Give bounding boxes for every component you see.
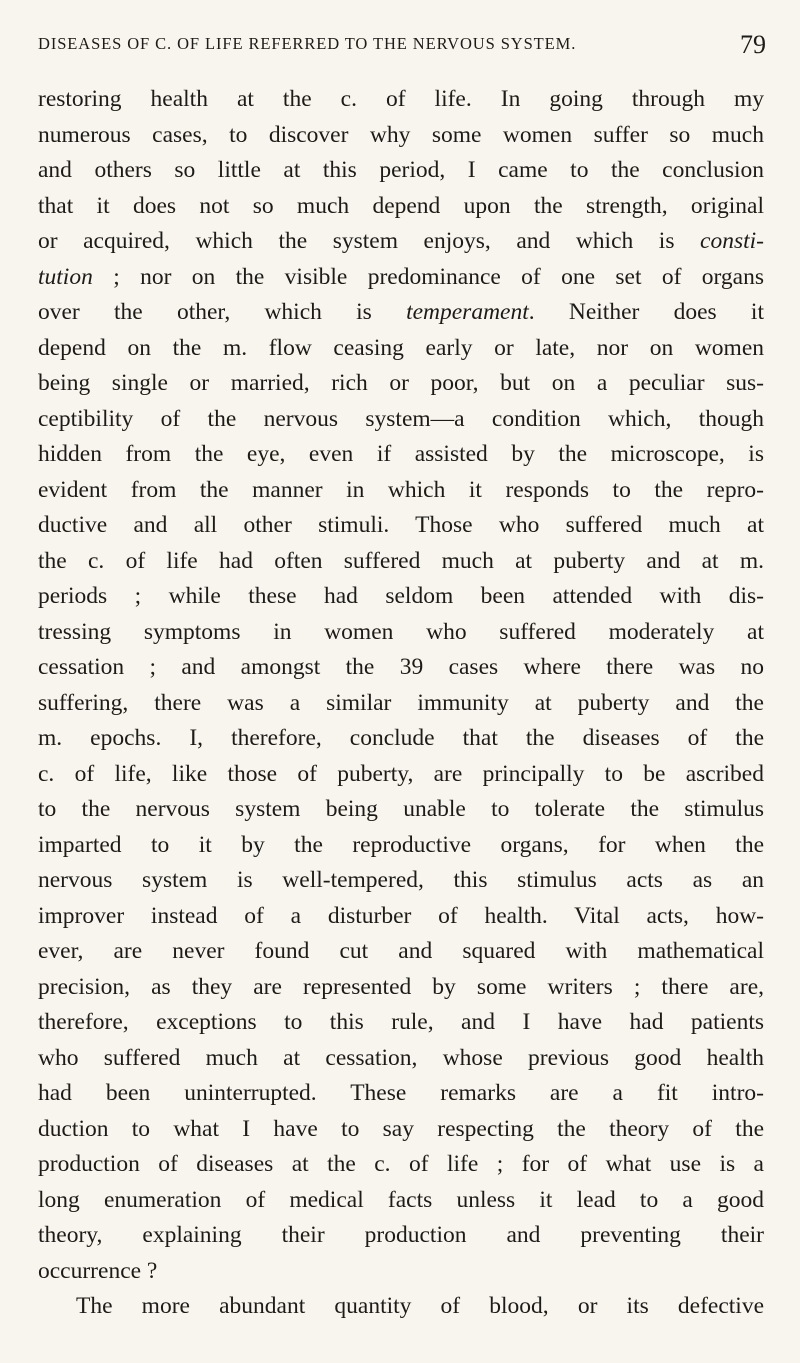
text-line: production of diseases at the c. of life ; for of what use is a [38,1151,764,1177]
text-line: being single or married, rich or poor, but on a peculiar sus- [38,370,764,396]
text-line: imparted to it by the reproductive organs, for when the [38,831,764,858]
text-line: to the nervous system being unable to tolerate the stimulus [38,796,764,822]
text-line: hidden from the eye, even if assisted by the microscope, is [38,441,764,467]
text-line: suffering, there was a similar immunity at puberty and the [38,689,764,716]
text-line: precision, as they are represented by some writers ; there are, [38,973,764,1000]
text-line: long enumeration of medical facts unless it lead to a good [38,1186,764,1213]
text-line: ceptibility of the nervous system—a condition which, though [38,405,764,432]
text-line: m. epochs. I, therefore, conclude that the diseases of the [38,725,764,751]
text-line: ever, are never found cut and squared with mathematical [38,938,764,964]
text-line: had been uninterrupted. These remarks are a fit intro- [38,1080,764,1106]
text-line: who suffered much at cessation, whose previous good health [38,1044,764,1071]
running-head [38,30,766,64]
text-line: c. of life, like those of puberty, are principally to be ascribed [38,760,764,787]
text-line: tressing symptoms in women who suffered moderately at [38,618,764,645]
running-head-title: DISEASES OF C. OF LIFE REFERRED TO THE NERVOUS SYSTEM. [38,34,577,53]
text-line: numerous cases, to discover why some women suffer so much [38,121,764,148]
paragraph-1 [38,82,764,1289]
text-line: cessation ; and amongst the 39 cases where there was no [38,654,764,680]
text-line: depend on the m. flow ceasing early or late, nor on women [38,334,764,361]
text-line: The more abundant quantity of blood, or its defective [76,1293,764,1319]
text-line: or acquired, which the system enjoys, and which is consti- [38,228,764,254]
page-number: 79 [740,30,766,59]
text-line: the c. of life had often suffered much at puberty and at m. [38,547,764,574]
text-line: that it does not so much depend upon the strength, original [38,192,764,219]
text-line: periods ; while these had seldom been attended with dis- [38,583,764,609]
body-text [38,82,764,1325]
text-line: duction to what I have to say respecting the theory of the [38,1115,764,1142]
text-line: theory, explaining their production and preventing their [38,1222,764,1248]
text-line: ductive and all other stimuli. Those who suffered much at [38,512,764,538]
text-line: nervous system is well-tempered, this stimulus acts as an [38,867,764,893]
text-line: and others so little at this period, I came to the conclusion [38,157,764,183]
text-line: tution ; nor on the visible predominance of one set of organs [38,263,764,290]
text-line: improver instead of a disturber of health. Vital acts, how- [38,902,764,929]
text-line: over the other, which is temperament. Neither does it [38,299,764,325]
paragraph-2 [38,1289,764,1325]
text-line: therefore, exceptions to this rule, and I have had patients [38,1009,764,1035]
text-line: restoring health at the c. of life. In going through my [38,86,764,112]
text-line: evident from the manner in which it responds to the repro- [38,476,764,503]
text-line: occurrence ? [38,1257,158,1284]
